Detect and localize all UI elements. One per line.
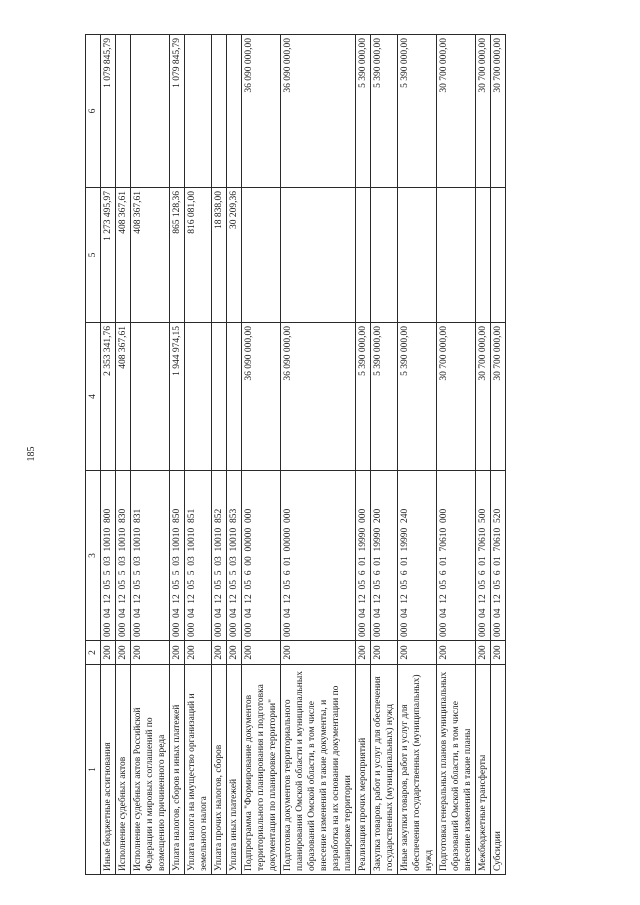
row-code-cell: 000 04 12 05 5 03 10010 853 — [227, 471, 242, 641]
row-admin-cell: 200 — [242, 641, 281, 665]
row-code-cell: 000 04 12 05 6 01 70610 500 — [476, 471, 491, 641]
row-value-2023-cell: 36 090 000,00 — [242, 323, 281, 471]
table-row — [491, 35, 506, 875]
row-admin-cell: 200 — [101, 641, 116, 665]
row-code-cell: 000 04 12 05 5 03 10010 830 — [116, 471, 131, 641]
table-body — [101, 35, 506, 875]
row-value-2023-cell: 36 090 000,00 — [281, 323, 356, 471]
table-row — [170, 35, 185, 875]
row-value-2025-cell: 1 079 845,79 — [101, 35, 116, 188]
row-value-2023-cell: 30 700 000,00 — [437, 323, 476, 471]
row-admin-cell: 200 — [437, 641, 476, 665]
row-value-2023-cell: 5 390 000,00 — [356, 323, 371, 471]
table-row — [242, 35, 281, 875]
row-name-cell: Уплата иных платежей — [227, 665, 242, 875]
row-name-cell: Подпрограмма "Формирование документов территориального планирования и подготовка документации по планировке территории" — [242, 665, 281, 875]
header-cell: 2 — [86, 641, 101, 665]
row-name-cell: Закупка товаров, работ и услуг для обеспечения государственных (муниципальных) нужд — [371, 665, 398, 875]
row-value-2025-cell — [116, 35, 131, 188]
table-row — [356, 35, 371, 875]
row-value-2024-cell — [491, 188, 506, 323]
table-row — [281, 35, 356, 875]
row-code-cell: 000 04 12 05 5 03 10010 852 — [212, 471, 227, 641]
row-value-2025-cell: 5 390 000,00 — [398, 35, 437, 188]
row-value-2025-cell — [131, 35, 170, 188]
row-admin-cell: 200 — [491, 641, 506, 665]
row-value-2025-cell — [227, 35, 242, 188]
row-code-cell: 000 04 12 05 6 01 70610 000 — [437, 471, 476, 641]
row-value-2024-cell: 816 081,00 — [185, 188, 212, 323]
row-value-2023-cell: 408 367,61 — [116, 323, 131, 471]
row-value-2023-cell — [227, 323, 242, 471]
row-name-cell: Иные бюджетные ассигнования — [101, 665, 116, 875]
row-value-2024-cell: 408 367,61 — [131, 188, 170, 323]
row-value-2024-cell: 1 273 495,97 — [101, 188, 116, 323]
table-row — [131, 35, 170, 875]
table-row — [212, 35, 227, 875]
row-code-cell: 000 04 12 05 5 03 10010 831 — [131, 471, 170, 641]
row-value-2025-cell: 1 079 845,79 — [170, 35, 185, 188]
page-number: 185 — [26, 446, 37, 462]
row-name-cell: Субсидии — [491, 665, 506, 875]
row-value-2023-cell: 5 390 000,00 — [398, 323, 437, 471]
row-value-2023-cell: 5 390 000,00 — [371, 323, 398, 471]
row-admin-cell: 200 — [227, 641, 242, 665]
row-value-2023-cell — [131, 323, 170, 471]
row-value-2023-cell: 1 944 974,15 — [170, 323, 185, 471]
row-admin-cell: 200 — [356, 641, 371, 665]
table-row — [116, 35, 131, 875]
row-value-2023-cell: 30 700 000,00 — [476, 323, 491, 471]
row-name-cell: Уплата налогов, сборов и иных платежей — [170, 665, 185, 875]
row-name-cell: Уплата налога на имущество организаций и земельного налога — [185, 665, 212, 875]
row-value-2023-cell — [212, 323, 227, 471]
header-cell: 5 — [86, 188, 101, 323]
header-cell: 1 — [86, 665, 101, 875]
row-code-cell: 000 04 12 05 6 01 19990 200 — [371, 471, 398, 641]
row-code-cell: 000 04 12 05 6 00 00000 000 — [242, 471, 281, 641]
table-row — [101, 35, 116, 875]
row-value-2025-cell: 5 390 000,00 — [356, 35, 371, 188]
row-name-cell: Уплата прочих налогов, сборов — [212, 665, 227, 875]
row-code-cell: 000 04 12 05 6 01 70610 520 — [491, 471, 506, 641]
table-row — [437, 35, 476, 875]
row-admin-cell: 200 — [170, 641, 185, 665]
row-value-2025-cell: 30 700 000,00 — [437, 35, 476, 188]
row-admin-cell: 200 — [371, 641, 398, 665]
row-code-cell: 000 04 12 05 5 03 10010 851 — [185, 471, 212, 641]
row-admin-cell: 200 — [131, 641, 170, 665]
row-value-2023-cell — [185, 323, 212, 471]
header-cell: 6 — [86, 35, 101, 188]
row-code-cell: 000 04 12 05 6 01 19990 240 — [398, 471, 437, 641]
rotated-page — [85, 35, 550, 875]
row-value-2024-cell: 408 367,61 — [116, 188, 131, 323]
row-name-cell: Реализация прочих мероприятий — [356, 665, 371, 875]
row-value-2025-cell — [212, 35, 227, 188]
row-value-2024-cell: 865 128,36 — [170, 188, 185, 323]
row-name-cell: Подготовка документов территориального планирования Омской области и муниципальных образований Омской области, в том числе внесение изменений в такие документы, и разработка на их основании документации по планировке территории — [281, 665, 356, 875]
row-value-2024-cell — [476, 188, 491, 323]
header-cell: 3 — [86, 471, 101, 641]
row-value-2024-cell — [371, 188, 398, 323]
row-admin-cell: 200 — [116, 641, 131, 665]
table-row — [227, 35, 242, 875]
row-code-cell: 000 04 12 05 6 01 19990 000 — [356, 471, 371, 641]
row-value-2025-cell: 30 700 000,00 — [476, 35, 491, 188]
budget-table — [85, 34, 506, 875]
row-value-2024-cell — [398, 188, 437, 323]
row-code-cell: 000 04 12 05 5 03 10010 800 — [101, 471, 116, 641]
row-admin-cell: 200 — [185, 641, 212, 665]
row-code-cell: 000 04 12 05 5 03 10010 850 — [170, 471, 185, 641]
row-value-2024-cell — [356, 188, 371, 323]
header-cell: 4 — [86, 323, 101, 471]
table-row — [185, 35, 212, 875]
row-admin-cell: 200 — [281, 641, 356, 665]
row-name-cell: Исполнение судебных актов — [116, 665, 131, 875]
row-value-2024-cell: 18 838,00 — [212, 188, 227, 323]
table-row — [371, 35, 398, 875]
row-value-2025-cell: 36 090 000,00 — [242, 35, 281, 188]
row-value-2025-cell: 30 700 000,00 — [491, 35, 506, 188]
row-value-2023-cell: 30 700 000,00 — [491, 323, 506, 471]
row-name-cell: Межбюджетные трансферты — [476, 665, 491, 875]
row-admin-cell: 200 — [476, 641, 491, 665]
row-value-2024-cell — [281, 188, 356, 323]
row-code-cell: 000 04 12 05 6 01 00000 000 — [281, 471, 356, 641]
row-name-cell: Иные закупки товаров, работ и услуг для обеспечения государственных (муниципальных) нужд — [398, 665, 437, 875]
header-row — [86, 35, 101, 875]
table-row — [476, 35, 491, 875]
row-value-2025-cell — [185, 35, 212, 188]
table-row — [398, 35, 437, 875]
row-value-2024-cell: 30 209,36 — [227, 188, 242, 323]
row-admin-cell: 200 — [398, 641, 437, 665]
row-admin-cell: 200 — [212, 641, 227, 665]
row-name-cell: Исполнение судебных актов Российской Федерации и мировых соглашений по возмещению причиненного вреда — [131, 665, 170, 875]
row-value-2024-cell — [242, 188, 281, 323]
row-value-2024-cell — [437, 188, 476, 323]
row-value-2023-cell: 2 353 341,76 — [101, 323, 116, 471]
row-value-2025-cell: 36 090 000,00 — [281, 35, 356, 188]
row-value-2025-cell: 5 390 000,00 — [371, 35, 398, 188]
row-name-cell: Подготовка генеральных планов муниципальных образований Омской области, в том числе внесение изменений в такие планы — [437, 665, 476, 875]
